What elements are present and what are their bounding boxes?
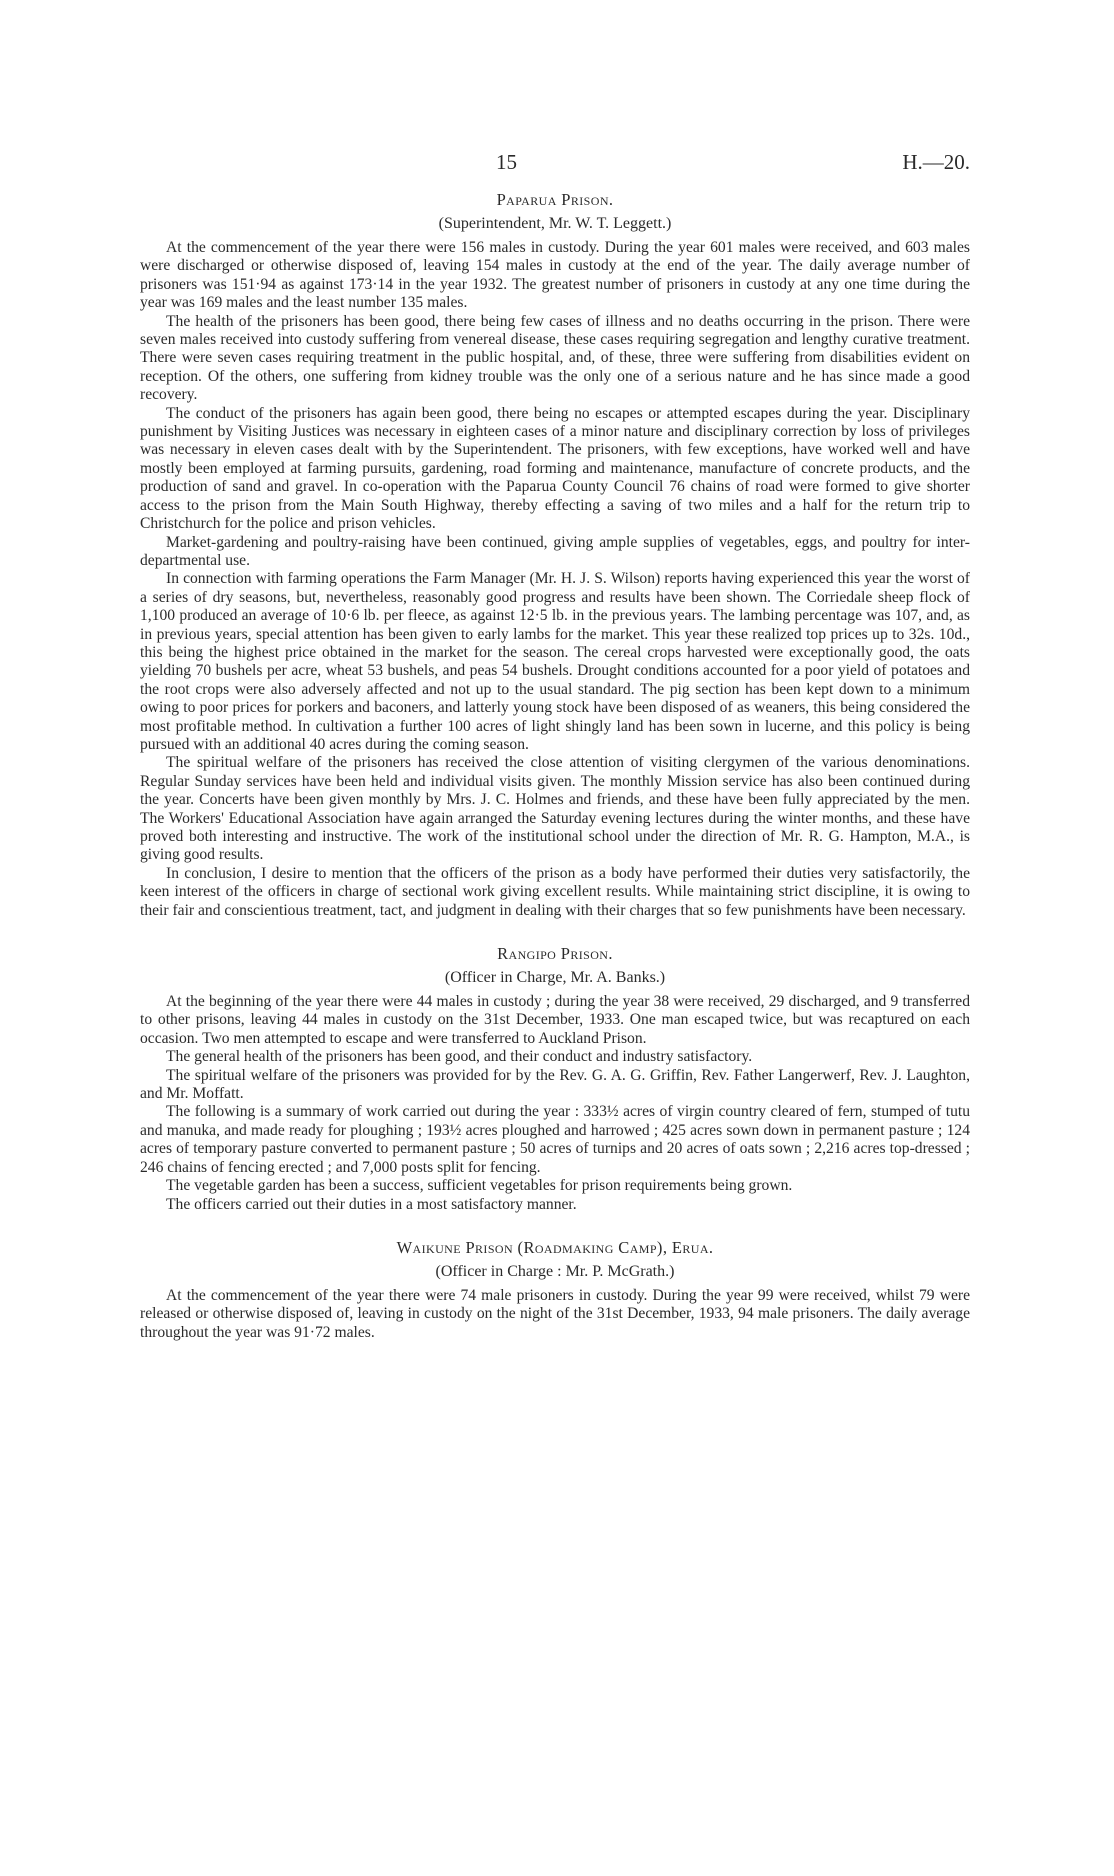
section-title: Waikune Prison (Roadmaking Camp), Erua.	[396, 1237, 714, 1257]
paragraph: At the beginning of the year there were 44 males in custody ; during the year 38 were received, 29 discharged, and 9 transferred to other prisons, leaving 44 males in custody on the 31st December, 1933. One man escaped twice, but was recaptured on each occasion. Two men attempted to escape and were transferred to Auckland Prison.	[140, 993, 970, 1047]
section-rangipo-prison	[140, 944, 970, 1214]
paragraph: The spiritual welfare of the prisoners was provided for by the Rev. G. A. G. Griffin, Rev. Father Langerwerf, Rev. J. Laughton, and Mr. Moffatt.	[140, 1066, 970, 1103]
paragraph: In connection with farming operations the Farm Manager (Mr. H. J. S. Wilson) reports having experienced this year the worst of a series of dry seasons, but, nevertheless, reasonably good progress and results have been shown. The Corriedale sheep flock of 1,100 produced an average of 10·6 lb. per fleece, as against 12·5 lb. in the previous years. The lambing percentage was 107, and, as in previous years, special attention has been given to early lambs for the market. This year these realized top prices up to 32s. 10d., this being the highest price obtained in the market for the season. The cereal crops harvested were exceptionally good, the oats yielding 70 bushels per acre, wheat 53 bushels, and peas 54 bushels. Drought conditions accounted for a poor yield of potatoes and the root crops were also adversely affected and not up to the usual standard. The pig section has been kept down to a minimum owing to poor prices for porkers and baconers, and latterly young stock have been disposed of as weaners, this being considered the most profitable method. In cultivation a further 100 acres of light shingly land has been sown in lucerne, and this policy is being pursued with an additional 40 acres during the coming season.	[140, 570, 970, 753]
document-page	[140, 150, 970, 1342]
paragraph: The following is a summary of work carried out during the year : 333½ acres of virgin country cleared of fern, stumped of tutu and manuka, and made ready for ploughing ; 193½ acres ploughed and harrowed ; 425 acres sown down in permanent pasture ; 124 acres of temporary pasture converted to permanent pasture ; 50 acres of turnips and 20 acres of oats sown ; 2,216 acres top-dressed ; 246 chains of fencing erected ; and 7,000 posts split for fencing.	[140, 1103, 970, 1176]
paragraph: The spiritual welfare of the prisoners has received the close attention of visiting clergymen of the various denominations. Regular Sunday services have been held and individual visits given. The monthly Mission service has also been continued during the year. Concerts have been given monthly by Mrs. J. C. Holmes and friends, and these have been fully appreciated by the men. The Workers' Educational Association have again arranged the Saturday evening lectures during the winter months, and these have proved both interesting and instructive. The work of the institutional school under the direction of Mr. R. G. Hampton, M.A., is giving good results.	[140, 754, 970, 864]
section-title: Paparua Prison.	[496, 190, 614, 209]
section-spacer	[140, 920, 970, 938]
paragraph: The general health of the prisoners has been good, and their conduct and industry satisfactory.	[166, 1048, 753, 1066]
document-reference: H.—20.	[902, 150, 970, 174]
section-paparua-prison	[140, 190, 970, 920]
section-spacer	[140, 1214, 970, 1232]
paragraph: The health of the prisoners has been good, there being few cases of illness and no deaths occurring in the prison. There were seven males received into custody suffering from venereal disease, these cases requiring segregation and lengthy curative treatment. There were seven cases requiring treatment in the public hospital, and, of these, three were suffering from disabilities evident on reception. Of the others, one suffering from kidney trouble was the only one of a serious nature and he has since made a good recovery.	[140, 312, 970, 404]
section-title: Rangipo Prison.	[497, 944, 613, 964]
section-subtitle: (Superintendent, Mr. W. T. Leggett.)	[438, 215, 672, 232]
section-subtitle: (Officer in Charge : Mr. P. McGrath.)	[435, 1262, 675, 1280]
paragraph: The conduct of the prisoners has again been good, there being no escapes or attempted escapes during the year. Disciplinary punishment by Visiting Justices was necessary in eighteen cases of a minor nature and disciplinary correction by loss of privileges was necessary in eleven cases dealt with by the Superintendent. The prisoners, with few exceptions, have worked well and have mostly been employed at farming pursuits, gardening, road forming and maintenance, manufacture of concrete products, and the production of sand and gravel. In co-operation with the Paparua County Council 76 chains of road were formed to give shorter access to the prison from the Main South Highway, thereby effecting a saving of two miles and a half for the return trip to Christchurch for the police and prison vehicles.	[140, 404, 970, 533]
paragraph: In conclusion, I desire to mention that the officers of the prison as a body have performed their duties very satisfactorily, the keen interest of the officers in charge of sectional work giving excellent results. While maintaining strict discipline, it is owing to their fair and conscientious treatment, tact, and judgment in dealing with their charges that so few punishments have been necessary.	[140, 864, 970, 919]
paragraph: At the commencement of the year there were 74 male prisoners in custody. During the year 99 were received, whilst 79 were released or otherwise disposed of, leaving in custody on the night of the 31st December, 1933, 94 male prisoners. The daily average throughout the year was 91·72 males.	[140, 1286, 970, 1341]
section-waikune-prison	[140, 1238, 970, 1342]
section-subtitle: (Officer in Charge, Mr. A. Banks.)	[444, 969, 666, 987]
paragraph: The officers carried out their duties in a most satisfactory manner.	[166, 1195, 577, 1213]
paragraph: Market-gardening and poultry-raising have been continued, giving ample supplies of vegetables, eggs, and poultry for inter-departmental use.	[140, 533, 970, 569]
page-number: 15	[496, 150, 517, 174]
paragraph: The vegetable garden has been a success, sufficient vegetables for prison requirements being grown.	[166, 1177, 793, 1195]
page-header	[140, 150, 970, 184]
paragraph: At the commencement of the year there were 156 males in custody. During the year 601 males were received, and 603 males were discharged or otherwise disposed of, leaving 154 males in custody at the end of the year. The daily average number of prisoners was 151·94 as against 173·14 in the year 1932. The greatest number of prisoners in custody at any one time during the year was 169 males and the least number 135 males.	[140, 239, 970, 312]
